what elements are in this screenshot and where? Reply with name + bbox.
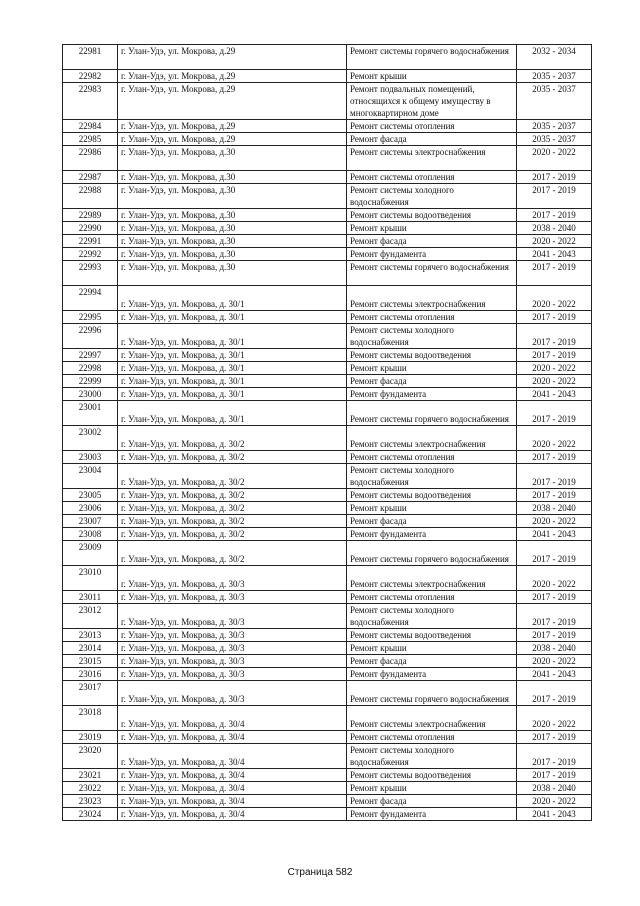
row-period: 2041 - 2043	[517, 528, 592, 541]
table-body	[63, 45, 592, 821]
row-period: 2017 - 2019	[517, 489, 592, 502]
row-work-type: Ремонт системы отопления	[347, 731, 517, 744]
row-period: 2020 - 2022	[517, 362, 592, 375]
row-work-type: Ремонт фасада	[347, 655, 517, 668]
row-period: 2035 - 2037	[517, 120, 592, 133]
row-work-type: Ремонт системы электроснабжения	[347, 706, 517, 731]
row-number: 23019	[63, 731, 118, 744]
table-row	[63, 515, 592, 528]
row-address: г. Улан-Удэ, ул. Мокрова, д.30	[118, 209, 347, 222]
table-row	[63, 464, 592, 489]
row-work-type: Ремонт системы водоотведения	[347, 629, 517, 642]
row-number: 23005	[63, 489, 118, 502]
table-row	[63, 248, 592, 261]
row-address: г. Улан-Удэ, ул. Мокрова, д.30	[118, 235, 347, 248]
row-address: г. Улан-Удэ, ул. Мокрова, д.30	[118, 184, 347, 209]
row-address: г. Улан-Удэ, ул. Мокрова, д. 30/4	[118, 769, 347, 782]
row-number: 22984	[63, 120, 118, 133]
row-number: 22982	[63, 70, 118, 83]
row-number: 22988	[63, 184, 118, 209]
row-number: 23007	[63, 515, 118, 528]
row-work-type: Ремонт фундамента	[347, 388, 517, 401]
row-period: 2017 - 2019	[517, 541, 592, 566]
row-number: 22990	[63, 222, 118, 235]
row-address: г. Улан-Удэ, ул. Мокрова, д. 30/1	[118, 286, 347, 311]
row-number: 22995	[63, 311, 118, 324]
row-address: г. Улан-Удэ, ул. Мокрова, д. 30/4	[118, 731, 347, 744]
row-number: 22987	[63, 171, 118, 184]
row-work-type: Ремонт системы горячего водоснабжения	[347, 401, 517, 426]
row-number: 22993	[63, 261, 118, 286]
row-period: 2020 - 2022	[517, 375, 592, 388]
row-work-type: Ремонт системы горячего водоснабжения	[347, 541, 517, 566]
row-address: г. Улан-Удэ, ул. Мокрова, д. 30/3	[118, 655, 347, 668]
row-number: 22997	[63, 349, 118, 362]
table-row	[63, 184, 592, 209]
row-period: 2017 - 2019	[517, 681, 592, 706]
row-address: г. Улан-Удэ, ул. Мокрова, д. 30/2	[118, 451, 347, 464]
row-number: 23021	[63, 769, 118, 782]
row-number: 23003	[63, 451, 118, 464]
row-work-type: Ремонт фасада	[347, 515, 517, 528]
row-work-type: Ремонт системы электроснабжения	[347, 286, 517, 311]
row-work-type: Ремонт системы электроснабжения	[347, 426, 517, 451]
table-row	[63, 502, 592, 515]
row-number: 22994	[63, 286, 118, 311]
row-work-type: Ремонт фундамента	[347, 668, 517, 681]
row-number: 23020	[63, 744, 118, 769]
table-row	[63, 311, 592, 324]
table-row	[63, 83, 592, 120]
row-period: 2020 - 2022	[517, 426, 592, 451]
row-period: 2038 - 2040	[517, 222, 592, 235]
row-work-type: Ремонт системы отопления	[347, 171, 517, 184]
table-row	[63, 324, 592, 349]
row-number: 22983	[63, 83, 118, 120]
table-row	[63, 591, 592, 604]
row-address: г. Улан-Удэ, ул. Мокрова, д. 30/4	[118, 808, 347, 821]
row-address: г. Улан-Удэ, ул. Мокрова, д. 30/2	[118, 528, 347, 541]
row-address: г. Улан-Удэ, ул. Мокрова, д. 30/3	[118, 604, 347, 629]
row-number: 22981	[63, 45, 118, 70]
row-address: г. Улан-Удэ, ул. Мокрова, д. 30/1	[118, 349, 347, 362]
row-address: г. Улан-Удэ, ул. Мокрова, д. 30/1	[118, 311, 347, 324]
row-address: г. Улан-Удэ, ул. Мокрова, д. 30/1	[118, 401, 347, 426]
row-address: г. Улан-Удэ, ул. Мокрова, д.30	[118, 171, 347, 184]
row-work-type: Ремонт фасада	[347, 133, 517, 146]
row-period: 2017 - 2019	[517, 184, 592, 209]
table-row	[63, 681, 592, 706]
row-number: 23023	[63, 795, 118, 808]
table-row	[63, 808, 592, 821]
row-number: 23014	[63, 642, 118, 655]
row-period: 2020 - 2022	[517, 655, 592, 668]
table-row	[63, 286, 592, 311]
row-number: 22999	[63, 375, 118, 388]
row-number: 23011	[63, 591, 118, 604]
row-period: 2017 - 2019	[517, 311, 592, 324]
table-row	[63, 744, 592, 769]
row-address: г. Улан-Удэ, ул. Мокрова, д. 30/3	[118, 642, 347, 655]
row-address: г. Улан-Удэ, ул. Мокрова, д. 30/2	[118, 515, 347, 528]
row-period: 2020 - 2022	[517, 515, 592, 528]
row-number: 23016	[63, 668, 118, 681]
row-period: 2017 - 2019	[517, 171, 592, 184]
row-period: 2020 - 2022	[517, 795, 592, 808]
row-period: 2032 - 2034	[517, 45, 592, 70]
row-address: г. Улан-Удэ, ул. Мокрова, д. 30/3	[118, 681, 347, 706]
row-period: 2041 - 2043	[517, 808, 592, 821]
row-work-type: Ремонт системы холодного водоснабжения	[347, 324, 517, 349]
table-row	[63, 782, 592, 795]
row-address: г. Улан-Удэ, ул. Мокрова, д. 30/4	[118, 795, 347, 808]
table-row	[63, 133, 592, 146]
table-row	[63, 45, 592, 70]
row-work-type: Ремонт системы отопления	[347, 311, 517, 324]
row-address: г. Улан-Удэ, ул. Мокрова, д. 30/2	[118, 426, 347, 451]
table-row	[63, 146, 592, 171]
row-address: г. Улан-Удэ, ул. Мокрова, д. 30/3	[118, 668, 347, 681]
row-number: 23006	[63, 502, 118, 515]
table-row	[63, 655, 592, 668]
row-address: г. Улан-Удэ, ул. Мокрова, д.29	[118, 120, 347, 133]
row-number: 22989	[63, 209, 118, 222]
row-work-type: Ремонт системы электроснабжения	[347, 146, 517, 171]
table-row	[63, 566, 592, 591]
row-number: 22991	[63, 235, 118, 248]
row-number: 22998	[63, 362, 118, 375]
row-period: 2017 - 2019	[517, 209, 592, 222]
table-row	[63, 604, 592, 629]
row-work-type: Ремонт системы отопления	[347, 120, 517, 133]
row-address: г. Улан-Удэ, ул. Мокрова, д. 30/3	[118, 566, 347, 591]
row-address: г. Улан-Удэ, ул. Мокрова, д.30	[118, 222, 347, 235]
row-number: 23018	[63, 706, 118, 731]
row-period: 2020 - 2022	[517, 286, 592, 311]
row-work-type: Ремонт фундамента	[347, 248, 517, 261]
row-number: 23000	[63, 388, 118, 401]
row-number: 23022	[63, 782, 118, 795]
row-address: г. Улан-Удэ, ул. Мокрова, д. 30/2	[118, 489, 347, 502]
table-row	[63, 209, 592, 222]
row-work-type: Ремонт крыши	[347, 70, 517, 83]
row-address: г. Улан-Удэ, ул. Мокрова, д.29	[118, 45, 347, 70]
row-work-type: Ремонт системы холодного водоснабжения	[347, 744, 517, 769]
row-work-type: Ремонт системы холодного водоснабжения	[347, 184, 517, 209]
row-period: 2017 - 2019	[517, 401, 592, 426]
row-number: 23024	[63, 808, 118, 821]
row-work-type: Ремонт системы отопления	[347, 451, 517, 464]
table-row	[63, 426, 592, 451]
row-address: г. Улан-Удэ, ул. Мокрова, д.30	[118, 248, 347, 261]
repair-schedule-table	[62, 44, 592, 821]
row-number: 23015	[63, 655, 118, 668]
row-period: 2017 - 2019	[517, 324, 592, 349]
row-address: г. Улан-Удэ, ул. Мокрова, д. 30/2	[118, 464, 347, 489]
row-work-type: Ремонт системы холодного водоснабжения	[347, 464, 517, 489]
table-row	[63, 769, 592, 782]
table-row	[63, 731, 592, 744]
row-number: 23012	[63, 604, 118, 629]
table-row	[63, 668, 592, 681]
row-address: г. Улан-Удэ, ул. Мокрова, д. 30/4	[118, 706, 347, 731]
row-work-type: Ремонт системы горячего водоснабжения	[347, 261, 517, 286]
row-address: г. Улан-Удэ, ул. Мокрова, д. 30/1	[118, 362, 347, 375]
row-period: 2041 - 2043	[517, 388, 592, 401]
row-number: 22996	[63, 324, 118, 349]
row-period: 2038 - 2040	[517, 782, 592, 795]
page-footer: Страница 582	[287, 867, 353, 878]
row-number: 22985	[63, 133, 118, 146]
row-address: г. Улан-Удэ, ул. Мокрова, д. 30/1	[118, 324, 347, 349]
table-row	[63, 222, 592, 235]
row-work-type: Ремонт системы водоотведения	[347, 209, 517, 222]
table-row	[63, 261, 592, 286]
row-period: 2017 - 2019	[517, 769, 592, 782]
row-number: 23010	[63, 566, 118, 591]
table-row	[63, 235, 592, 248]
table-row	[63, 375, 592, 388]
row-number: 22992	[63, 248, 118, 261]
row-period: 2038 - 2040	[517, 502, 592, 515]
row-period: 2017 - 2019	[517, 744, 592, 769]
row-period: 2017 - 2019	[517, 604, 592, 629]
row-number: 23001	[63, 401, 118, 426]
row-address: г. Улан-Удэ, ул. Мокрова, д.30	[118, 261, 347, 286]
row-address: г. Улан-Удэ, ул. Мокрова, д. 30/2	[118, 541, 347, 566]
row-period: 2041 - 2043	[517, 248, 592, 261]
table-row	[63, 388, 592, 401]
row-period: 2017 - 2019	[517, 349, 592, 362]
row-number: 22986	[63, 146, 118, 171]
table-row	[63, 528, 592, 541]
row-address: г. Улан-Удэ, ул. Мокрова, д.29	[118, 83, 347, 120]
row-address: г. Улан-Удэ, ул. Мокрова, д. 30/2	[118, 502, 347, 515]
row-period: 2041 - 2043	[517, 668, 592, 681]
row-address: г. Улан-Удэ, ул. Мокрова, д.30	[118, 146, 347, 171]
row-work-type: Ремонт системы водоотведения	[347, 489, 517, 502]
row-period: 2038 - 2040	[517, 642, 592, 655]
row-address: г. Улан-Удэ, ул. Мокрова, д. 30/3	[118, 591, 347, 604]
row-period: 2035 - 2037	[517, 70, 592, 83]
row-address: г. Улан-Удэ, ул. Мокрова, д. 30/1	[118, 375, 347, 388]
row-work-type: Ремонт системы отопления	[347, 591, 517, 604]
row-work-type: Ремонт крыши	[347, 222, 517, 235]
row-work-type: Ремонт системы электроснабжения	[347, 566, 517, 591]
table-row	[63, 349, 592, 362]
row-address: г. Улан-Удэ, ул. Мокрова, д.29	[118, 133, 347, 146]
table-row	[63, 120, 592, 133]
row-work-type: Ремонт системы водоотведения	[347, 769, 517, 782]
table-row	[63, 171, 592, 184]
row-work-type: Ремонт крыши	[347, 362, 517, 375]
row-number: 23013	[63, 629, 118, 642]
row-period: 2017 - 2019	[517, 629, 592, 642]
row-address: г. Улан-Удэ, ул. Мокрова, д. 30/1	[118, 388, 347, 401]
row-number: 23009	[63, 541, 118, 566]
row-work-type: Ремонт фундамента	[347, 528, 517, 541]
table-row	[63, 541, 592, 566]
table-row	[63, 401, 592, 426]
row-work-type: Ремонт крыши	[347, 642, 517, 655]
row-address: г. Улан-Удэ, ул. Мокрова, д. 30/3	[118, 629, 347, 642]
row-number: 23002	[63, 426, 118, 451]
row-work-type: Ремонт фасада	[347, 235, 517, 248]
table-row	[63, 642, 592, 655]
table-row	[63, 706, 592, 731]
row-period: 2035 - 2037	[517, 133, 592, 146]
row-work-type: Ремонт подвальных помещений, относящихся к общему имуществу в многоквартирном доме	[347, 83, 517, 120]
row-work-type: Ремонт системы холодного водоснабжения	[347, 604, 517, 629]
row-period: 2017 - 2019	[517, 261, 592, 286]
row-address: г. Улан-Удэ, ул. Мокрова, д. 30/4	[118, 744, 347, 769]
row-period: 2017 - 2019	[517, 591, 592, 604]
row-period: 2017 - 2019	[517, 464, 592, 489]
table-row	[63, 795, 592, 808]
row-address: г. Улан-Удэ, ул. Мокрова, д.29	[118, 70, 347, 83]
row-period: 2020 - 2022	[517, 146, 592, 171]
row-period: 2017 - 2019	[517, 731, 592, 744]
row-period: 2035 - 2037	[517, 83, 592, 120]
table-row	[63, 70, 592, 83]
table-row	[63, 362, 592, 375]
row-period: 2020 - 2022	[517, 706, 592, 731]
row-work-type: Ремонт крыши	[347, 782, 517, 795]
table-row	[63, 451, 592, 464]
row-number: 23017	[63, 681, 118, 706]
row-number: 23008	[63, 528, 118, 541]
table-row	[63, 629, 592, 642]
row-work-type: Ремонт фундамента	[347, 808, 517, 821]
row-work-type: Ремонт системы горячего водоснабжения	[347, 681, 517, 706]
row-work-type: Ремонт системы водоотведения	[347, 349, 517, 362]
row-address: г. Улан-Удэ, ул. Мокрова, д. 30/4	[118, 782, 347, 795]
row-work-type: Ремонт фасада	[347, 795, 517, 808]
table-row	[63, 489, 592, 502]
row-work-type: Ремонт фасада	[347, 375, 517, 388]
row-work-type: Ремонт крыши	[347, 502, 517, 515]
row-period: 2020 - 2022	[517, 235, 592, 248]
row-work-type: Ремонт системы горячего водоснабжения	[347, 45, 517, 70]
row-period: 2017 - 2019	[517, 451, 592, 464]
row-number: 23004	[63, 464, 118, 489]
row-period: 2020 - 2022	[517, 566, 592, 591]
